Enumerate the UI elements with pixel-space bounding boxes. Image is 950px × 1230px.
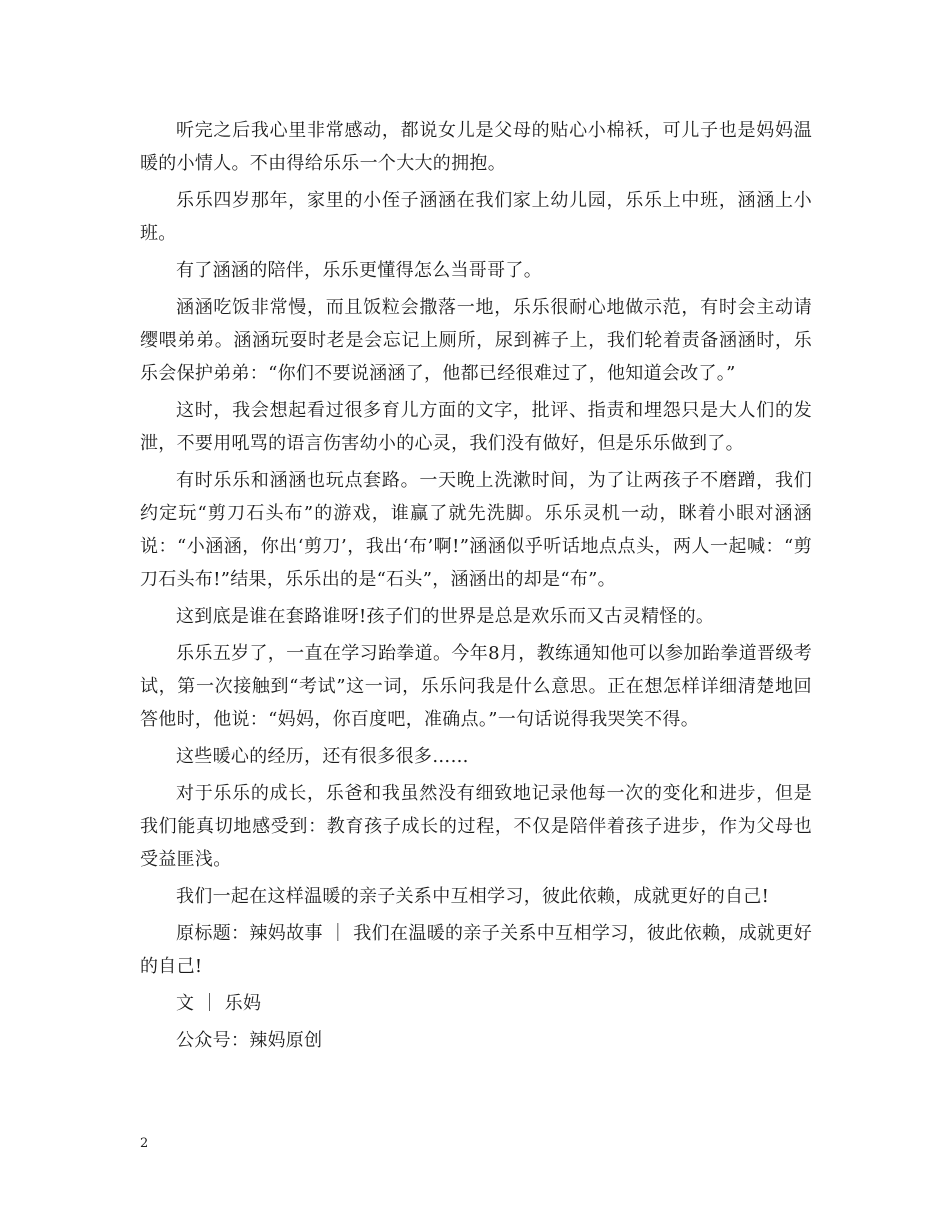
- paragraph: 乐乐五岁了，一直在学习跆拳道。今年8月，教练通知他可以参加跆拳道晋级考试，第一次接触到“考试”这一词，乐乐问我是什么意思。正在想怎样详细清楚地回答他时，他说：“妈妈，你百度吧，准确点。”一句话说得我哭笑不得。: [140, 643, 812, 730]
- paragraph: 这些暖心的经历，还有很多很多……: [176, 746, 469, 767]
- paragraph: 这时，我会想起看过很多育儿方面的文字，批评、指责和埋怨只是大人们的发泄，不要用吼骂的语言伤害幼小的心灵，我们没有做好，但是乐乐做到了。: [140, 400, 812, 454]
- author-line: 文 ｜ 乐妈: [176, 993, 262, 1014]
- account-line: 公众号：辣妈原创: [176, 1030, 323, 1051]
- original-title: 原标题：辣妈故事 ｜ 我们在温暖的亲子关系中互相学习，彼此依赖，成就更好的自己!: [140, 923, 812, 977]
- paragraph: 对于乐乐的成长，乐爸和我虽然没有细致地记录他每一次的变化和进步，但是我们能真切地感受到：教育孩子成长的过程，不仅是陪伴着孩子进步，作为父母也受益匪浅。: [140, 783, 812, 870]
- paragraph: 乐乐四岁那年，家里的小侄子涵涵在我们家上幼儿园，乐乐上中班，涵涵上小班。: [140, 190, 812, 244]
- paragraph: 听完之后我心里非常感动，都说女儿是父母的贴心小棉袄，可儿子也是妈妈温暖的小情人。不由得给乐乐一个大大的拥抱。: [140, 120, 812, 174]
- article-body: [140, 114, 812, 1061]
- paragraph: 有了涵涵的陪伴，乐乐更懂得怎么当哥哥了。: [176, 260, 542, 281]
- paragraph: 我们一起在这样温暖的亲子关系中互相学习，彼此依赖，成就更好的自己!: [176, 886, 770, 907]
- paragraph: 这到底是谁在套路谁呀!孩子们的世界是总是欢乐而又古灵精怪的。: [176, 606, 715, 627]
- paragraph: 有时乐乐和涵涵也玩点套路。一天晚上洗漱时间，为了让两孩子不磨蹭，我们约定玩“剪刀石头布”的游戏，谁赢了就先洗脚。乐乐灵机一动，眯着小眼对涵涵说：“小涵涵，你出‘剪刀’，我出‘布’啊!”涵涵似乎听话地点点头，两人一起喊：“剪刀石头布!”结果，乐乐出的是“石头”，涵涵出的却是“布”。: [140, 470, 812, 590]
- page-number: 2: [140, 1136, 149, 1151]
- paragraph: 涵涵吃饭非常慢，而且饭粒会撒落一地，乐乐很耐心地做示范，有时会主动请缨喂弟弟。涵涵玩耍时老是会忘记上厕所，尿到裤子上，我们轮着责备涵涵时，乐乐会保护弟弟：“你们不要说涵涵了，他都已经很难过了，他知道会改了。”: [140, 297, 812, 384]
